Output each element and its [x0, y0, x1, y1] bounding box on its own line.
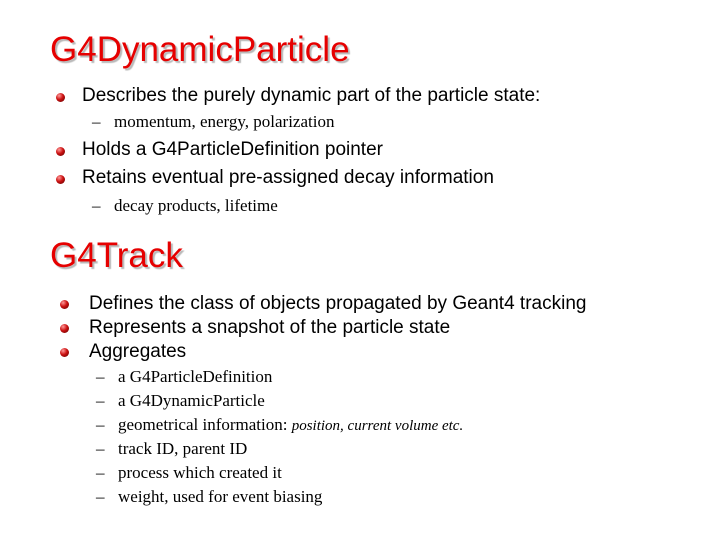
dash-marker: –: [96, 367, 105, 386]
section-title-dynamic-particle: G4DynamicParticle: [50, 30, 350, 69]
sub-item: [96, 368, 272, 385]
section-title-track: G4Track: [50, 236, 183, 275]
red-sphere-bullet-icon: [56, 175, 65, 184]
bullet-item: Represents a snapshot of the particle state: [89, 317, 451, 338]
dash-marker: –: [96, 439, 105, 458]
bullet-item: Defines the class of objects propagated by Geant4 tracking: [89, 293, 587, 314]
sub-item: [96, 440, 247, 457]
dash-marker: –: [96, 487, 105, 506]
sub-item-text: a G4DynamicParticle: [118, 391, 265, 410]
sub-item-text: momentum, energy, polarization: [114, 112, 335, 131]
red-sphere-bullet-icon: [60, 348, 69, 357]
sub-item-text: weight, used for event biasing: [118, 487, 323, 506]
dash-marker: –: [96, 415, 105, 434]
red-sphere-bullet-icon: [60, 300, 69, 309]
dash-marker: –: [96, 391, 105, 410]
sub-item-text: decay products, lifetime: [114, 196, 278, 215]
red-sphere-bullet-icon: [56, 93, 65, 102]
sub-item: [96, 488, 322, 505]
sub-item: [92, 197, 278, 214]
sub-item: [96, 464, 282, 481]
sub-item-text: a G4ParticleDefinition: [118, 367, 273, 386]
bullet-item: Aggregates: [89, 341, 187, 362]
dash-marker: –: [92, 112, 101, 131]
dash-marker: –: [96, 463, 105, 482]
bullet-item: Describes the purely dynamic part of the particle state:: [82, 85, 541, 106]
sub-item-emphasis: position, current volume etc.: [291, 418, 464, 434]
bullet-item: Retains eventual pre-assigned decay information: [82, 167, 494, 188]
red-sphere-bullet-icon: [60, 324, 69, 333]
sub-item: [96, 416, 463, 434]
bullet-item: Holds a G4ParticleDefinition pointer: [82, 139, 383, 160]
sub-item: [92, 113, 334, 130]
sub-item-text: process which created it: [118, 463, 282, 482]
sub-item-text: geometrical information:: [118, 415, 288, 434]
sub-item-text: track ID, parent ID: [118, 439, 248, 458]
sub-item: [96, 392, 265, 409]
dash-marker: –: [92, 196, 101, 215]
red-sphere-bullet-icon: [56, 147, 65, 156]
